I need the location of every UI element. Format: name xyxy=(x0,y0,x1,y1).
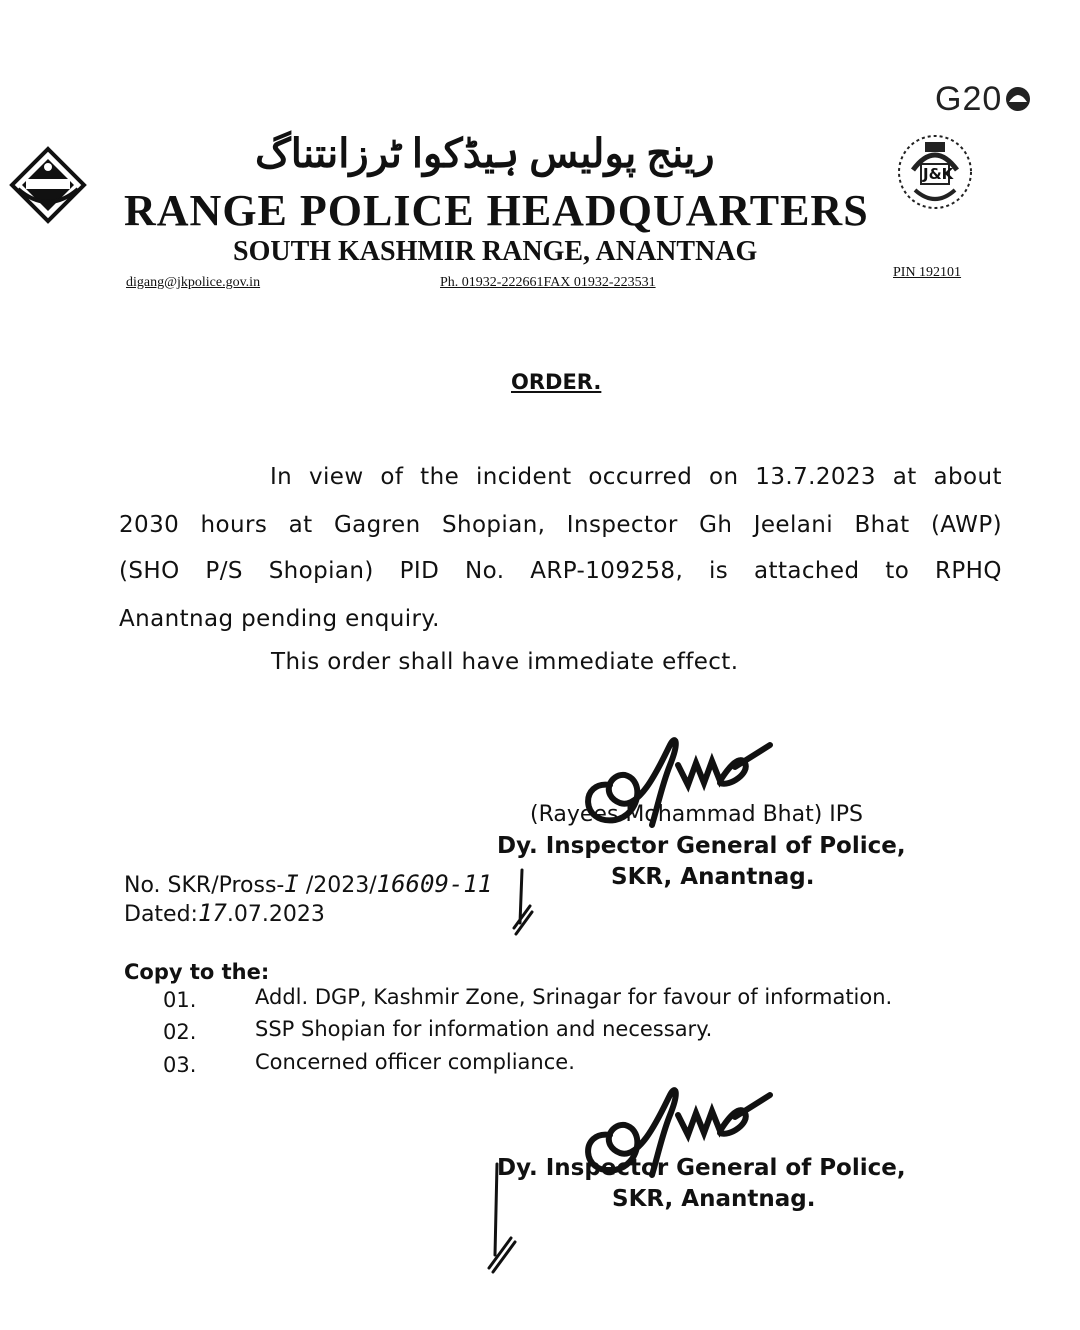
dated-label: Dated: xyxy=(124,902,198,927)
email-address: digang@jkpolice.gov.in xyxy=(126,275,261,290)
word: to xyxy=(885,558,910,584)
copy-item-text: Addl. DGP, Kashmir Zone, Srinagar for favour of information. xyxy=(255,985,893,1009)
phone-fax: Ph. 01932-222661FAX 01932-223531 xyxy=(440,275,656,290)
dated-line xyxy=(124,899,325,927)
jk-police-emblem-logo xyxy=(8,145,88,225)
word: Shopian) xyxy=(268,558,374,584)
word: Gagren xyxy=(333,512,421,538)
officer-designation: Dy. Inspector General of Police, xyxy=(497,833,906,859)
word: occurred xyxy=(588,464,693,490)
word: PID xyxy=(399,558,440,584)
officer-name: (Rayees Mohammad Bhat) IPS xyxy=(530,802,864,827)
word: about xyxy=(933,464,1002,490)
paragraph-line-2 xyxy=(119,512,1002,538)
copy-item-text: SSP Shopian for information and necessary. xyxy=(255,1017,713,1041)
word: P/S xyxy=(205,558,243,584)
word: the xyxy=(420,464,460,490)
word: Gh xyxy=(699,512,733,538)
copy-item-text: Concerned officer compliance. xyxy=(255,1050,575,1074)
copy-to-heading: Copy to the: xyxy=(124,960,270,984)
copy-signatory-office: SKR, Anantnag. xyxy=(612,1186,816,1212)
g20-logo-text: G20 xyxy=(935,80,1003,118)
word: Bhat xyxy=(854,512,910,538)
urdu-title: رینج پولیس ہیڈکوا ٹرزانتناگ xyxy=(255,131,715,176)
reference-prefix: No. SKR/Pross- xyxy=(124,873,285,898)
word: ARP-109258, xyxy=(530,558,684,584)
word: No. xyxy=(465,558,505,584)
initial-mark-1 xyxy=(512,868,542,938)
paragraph-line-3 xyxy=(119,558,1002,584)
dated-month-year: .07.2023 xyxy=(226,902,325,927)
word: hours xyxy=(200,512,268,538)
word: at xyxy=(892,464,917,490)
word: is xyxy=(709,558,729,584)
emblem-text: J&K xyxy=(923,165,954,183)
copy-item-number: 01. xyxy=(163,988,197,1012)
handwritten-serial: I xyxy=(284,870,299,898)
letterhead-subtitle: SOUTH KASHMIR RANGE, ANANTNAG xyxy=(233,236,758,267)
word: 2030 xyxy=(119,512,180,538)
word: (AWP) xyxy=(930,512,1002,538)
word: attached xyxy=(754,558,860,584)
paragraph-line-1 xyxy=(270,464,1002,490)
copy-item-number: 03. xyxy=(163,1053,197,1077)
word: Inspector xyxy=(566,512,678,538)
copy-item-number: 02. xyxy=(163,1020,197,1044)
word: Shopian, xyxy=(441,512,546,538)
reference-year: /2023/ xyxy=(298,873,377,898)
word: view xyxy=(308,464,364,490)
word: RPHQ xyxy=(935,558,1002,584)
pin-code: PIN 192101 xyxy=(893,265,962,280)
initial-mark-2 xyxy=(485,1160,525,1275)
paragraph-line-4: Anantnag pending enquiry. xyxy=(119,606,440,632)
lotus-icon xyxy=(1003,84,1033,114)
order-heading: ORDER. xyxy=(511,370,602,394)
word: 13.7.2023 xyxy=(755,464,876,490)
g20-logo xyxy=(935,80,1035,124)
letterhead-title: RANGE POLICE HEADQUARTERS xyxy=(124,186,869,235)
word: Jeelani xyxy=(753,512,834,538)
word: on xyxy=(709,464,739,490)
word: at xyxy=(288,512,313,538)
reference-number xyxy=(124,870,492,898)
jk-state-emblem-logo xyxy=(893,130,978,215)
handwritten-dispatch-number: 16609-11 xyxy=(376,870,493,898)
officer-office: SKR, Anantnag. xyxy=(611,864,815,890)
word: of xyxy=(380,464,404,490)
handwritten-day: 17 xyxy=(197,899,227,927)
word: incident xyxy=(475,464,572,490)
copy-signatory-designation: Dy. Inspector General of Police, xyxy=(497,1155,906,1181)
word: In xyxy=(270,464,293,490)
effect-statement: This order shall have immediate effect. xyxy=(271,649,739,675)
word: (SHO xyxy=(119,558,180,584)
